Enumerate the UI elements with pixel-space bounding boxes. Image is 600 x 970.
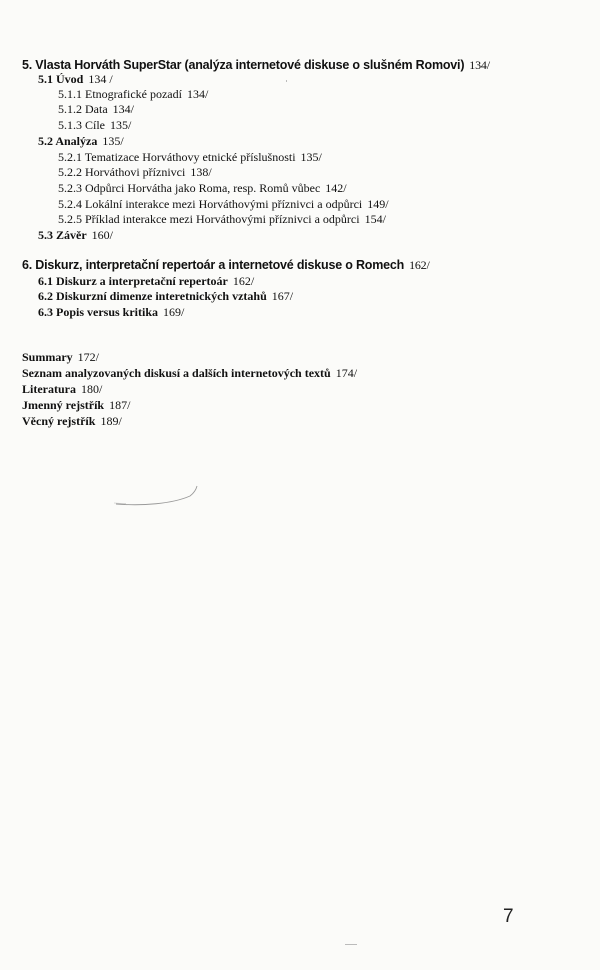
toc-entry-title: 6. Diskurz, interpretační repertoár a internetové diskuse o Romech bbox=[22, 258, 405, 272]
toc-entry-title: 5.2.2 Horváthovi příznivci bbox=[58, 165, 186, 179]
toc-entry-title: 5.2.4 Lokální interakce mezi Horváthovými příznivci a odpůrci bbox=[58, 197, 363, 211]
page-number: 7 bbox=[503, 906, 514, 927]
toc-subsection-5-1-1 bbox=[58, 87, 208, 102]
toc-subsection-5-2-2 bbox=[58, 165, 212, 180]
toc-entry-page: 162/ bbox=[232, 274, 255, 288]
toc-literature bbox=[22, 382, 102, 397]
toc-section-5-3 bbox=[38, 228, 113, 243]
toc-chapter-5 bbox=[22, 58, 490, 73]
toc-chapter-6 bbox=[22, 258, 430, 273]
toc-entry-title: 5.2.5 Příklad interakce mezi Horváthovými příznivci a odpůrci bbox=[58, 212, 360, 226]
paper-speck bbox=[286, 80, 287, 82]
toc-analyzed-discussions bbox=[22, 366, 357, 381]
toc-summary bbox=[22, 350, 99, 365]
toc-entry-title: Jmenný rejstřík bbox=[22, 398, 105, 412]
toc-entry-page: 134/ bbox=[469, 58, 490, 72]
toc-entry-page: 160/ bbox=[91, 228, 113, 242]
toc-entry-page: 187/ bbox=[109, 398, 131, 412]
toc-entry-page: 154/ bbox=[364, 212, 386, 226]
toc-section-6-2 bbox=[38, 289, 293, 304]
toc-entry-page: 169/ bbox=[163, 305, 185, 319]
toc-entry-page: 135/ bbox=[102, 134, 124, 148]
toc-entry-title: Literatura bbox=[22, 382, 76, 396]
toc-entry-title: Summary bbox=[22, 350, 73, 364]
toc-section-6-3 bbox=[38, 305, 184, 320]
toc-section-5-1 bbox=[38, 72, 113, 87]
toc-subsection-5-2-3 bbox=[58, 181, 347, 196]
toc-section-5-2 bbox=[38, 134, 124, 149]
toc-entry-title: 5. Vlasta Horváth SuperStar (analýza internetové diskuse o slušném Romovi) bbox=[22, 58, 465, 72]
toc-entry-page: 172/ bbox=[77, 350, 100, 364]
toc-section-6-1 bbox=[38, 274, 254, 289]
toc-name-index bbox=[22, 398, 130, 413]
toc-entry-page: 189/ bbox=[100, 414, 122, 428]
toc-entry-title: 5.2.3 Odpůrci Horvátha jako Roma, resp. Romů vůbec bbox=[58, 181, 321, 195]
toc-subsection-5-2-1 bbox=[58, 150, 322, 165]
toc-entry-title: 6.1 Diskurz a interpretační repertoár bbox=[38, 274, 228, 288]
toc-entry-page: 134/ bbox=[186, 87, 209, 101]
toc-entry-page: 162/ bbox=[409, 258, 430, 272]
toc-entry-page: 174/ bbox=[335, 366, 358, 380]
toc-entry-page: 142/ bbox=[325, 181, 347, 195]
toc-entry-title: 5.2 Analýza bbox=[38, 134, 98, 148]
toc-entry-page: 135/ bbox=[300, 150, 322, 164]
toc-entry-title: 5.1.2 Data bbox=[58, 102, 108, 116]
paper-speck bbox=[345, 944, 357, 945]
toc-entry-title: 5.2.1 Tematizace Horváthovy etnické příslušnosti bbox=[58, 150, 296, 164]
toc-entry-page: 149/ bbox=[367, 197, 389, 211]
toc-subsection-5-1-3 bbox=[58, 118, 131, 133]
toc-entry-title: 5.1.1 Etnografické pozadí bbox=[58, 87, 182, 101]
toc-entry-page: 138/ bbox=[190, 165, 212, 179]
toc-entry-title: 5.1 Úvod bbox=[38, 72, 84, 86]
toc-entry-page: 180/ bbox=[80, 382, 103, 396]
toc-entry-page: 134/ bbox=[112, 102, 134, 116]
toc-entry-title: 6.2 Diskurzní dimenze interetnických vztahů bbox=[38, 289, 267, 303]
toc-subject-index bbox=[22, 414, 122, 429]
toc-entry-title: 5.3 Závěr bbox=[38, 228, 87, 242]
toc-subsection-5-2-5 bbox=[58, 212, 386, 227]
toc-entry-title: Věcný rejstřík bbox=[22, 414, 96, 428]
toc-entry-page: 167/ bbox=[271, 289, 294, 303]
toc-entry-title: Seznam analyzovaných diskusí a dalších internetových textů bbox=[22, 366, 331, 380]
toc-entry-page: 134 / bbox=[88, 72, 113, 86]
toc-subsection-5-2-4 bbox=[58, 197, 389, 212]
toc-entry-page: 135/ bbox=[110, 118, 132, 132]
pencil-stroke-mark bbox=[112, 482, 202, 512]
toc-entry-title: 6.3 Popis versus kritika bbox=[38, 305, 159, 319]
toc-entry-title: 5.1.3 Cíle bbox=[58, 118, 105, 132]
toc-subsection-5-1-2 bbox=[58, 102, 134, 117]
